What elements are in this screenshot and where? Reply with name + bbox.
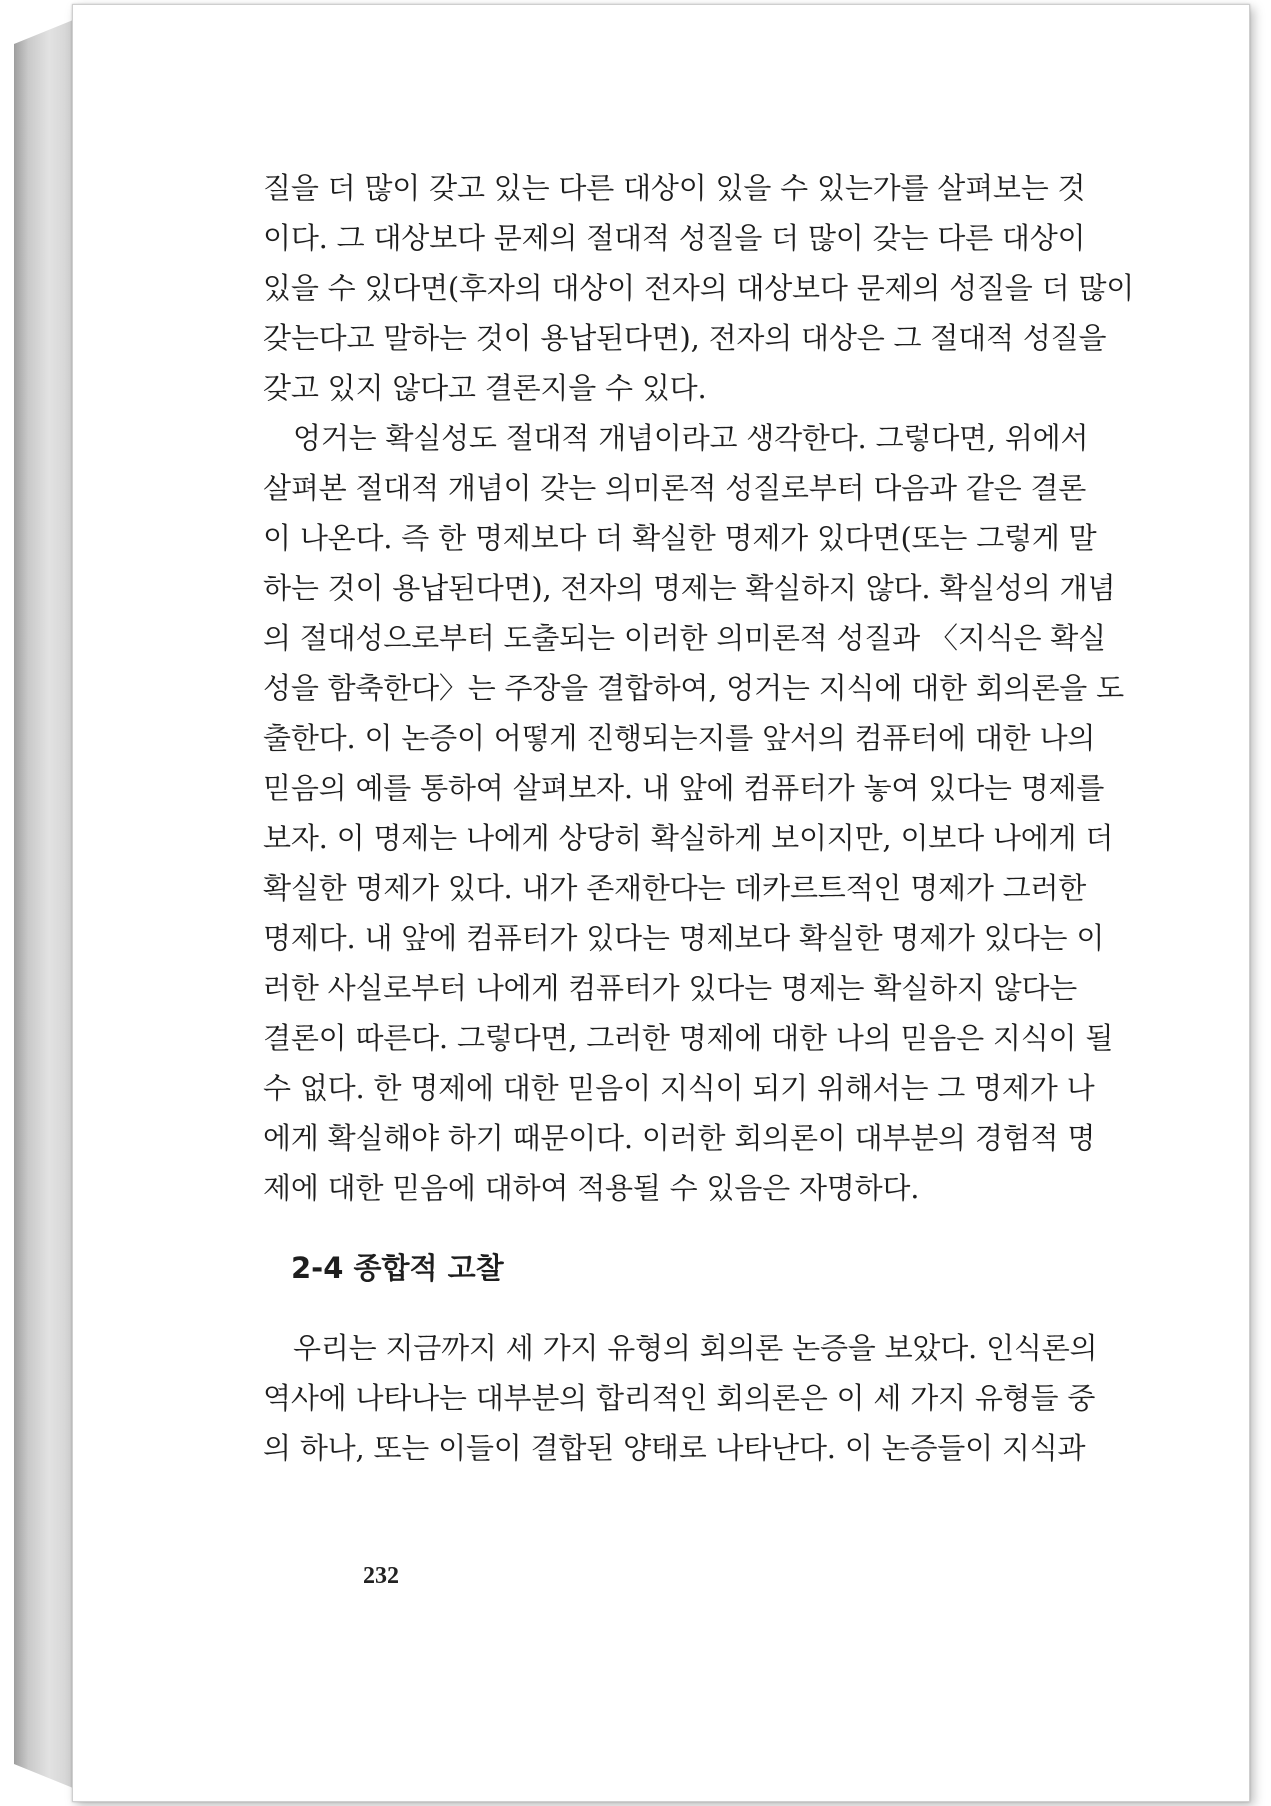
book-spine [14, 18, 78, 1790]
page-number: 232 [363, 1563, 399, 1589]
section-heading: 2-4 종합적 고찰 [291, 1251, 504, 1285]
book-page [72, 4, 1250, 1802]
paragraph-continued: 질을 더 많이 갖고 있는 다른 대상이 있을 수 있는가를 살펴보는 것 이다. 그 대상보다 문제의 절대적 성질을 더 많이 갖는 다른 대상이 있을 수 있다면(후자의 대상이 전자의 대상보다 문제의 성질을 더 많이 갖는다고 말하는 것이 용납된다면), 전자의 대상은 그 절대적 성질을 갖고 있지 않다고 결론지을 수 있다. [263, 171, 1135, 405]
page-content [263, 163, 1185, 1473]
paragraph-unger-certainty: 엉거는 확실성도 절대적 개념이라고 생각한다. 그렇다면, 위에서 살펴본 절대적 개념이 갖는 의미론적 성질로부터 다음과 같은 결론 이 나온다. 즉 한 명제보다 더 확실한 명제가 있다면(또는 그렇게 말 하는 것이 용납된다면), 전자의 명제는 확실하지 않다. 확실성의 개념 의 절대성으로부터 도출되는 이러한 의미론적 성질과 〈지식은 확실 성을 함축한다〉는 주장을 결합하여, 엉거는 지식에 대한 회의론을 도 출한다. 이 논증이 어떻게 진행되는지를 앞서의 컴퓨터에 대한 나의 믿음의 예를 통하여 살펴보자. 내 앞에 컴퓨터가 놓여 있다는 명제를 보자. 이 명제는 나에게 상당히 확실하게 보이지만, 이보다 나에게 더 확실한 명제가 있다. 내가 존재한다는 데카르트적인 명제가 그러한 명제다. 내 앞에 컴퓨터가 있다는 명제보다 확실한 명제가 있다는 이 러한 사실로부터 나에게 컴퓨터가 있다는 명제는 확실하지 않다는 결론이 따른다. 그렇다면, 그러한 명제에 대한 나의 믿음은 지식이 될 수 없다. 한 명제에 대한 믿음이 지식이 되기 위해서는 그 명제가 나 에게 확실해야 하기 때문이다. 이러한 회의론이 대부분의 경험적 명 제에 대한 믿음에 대하여 적용될 수 있음은 자명하다. [263, 421, 1124, 1205]
paragraph-summary: 우리는 지금까지 세 가지 유형의 회의론 논증을 보았다. 인식론의 역사에 나타나는 대부분의 합리적인 회의론은 이 세 가지 유형들 중 의 하나, 또는 이들이 결합된 양태로 나타난다. 이 논증들이 지식과 [263, 1331, 1098, 1465]
